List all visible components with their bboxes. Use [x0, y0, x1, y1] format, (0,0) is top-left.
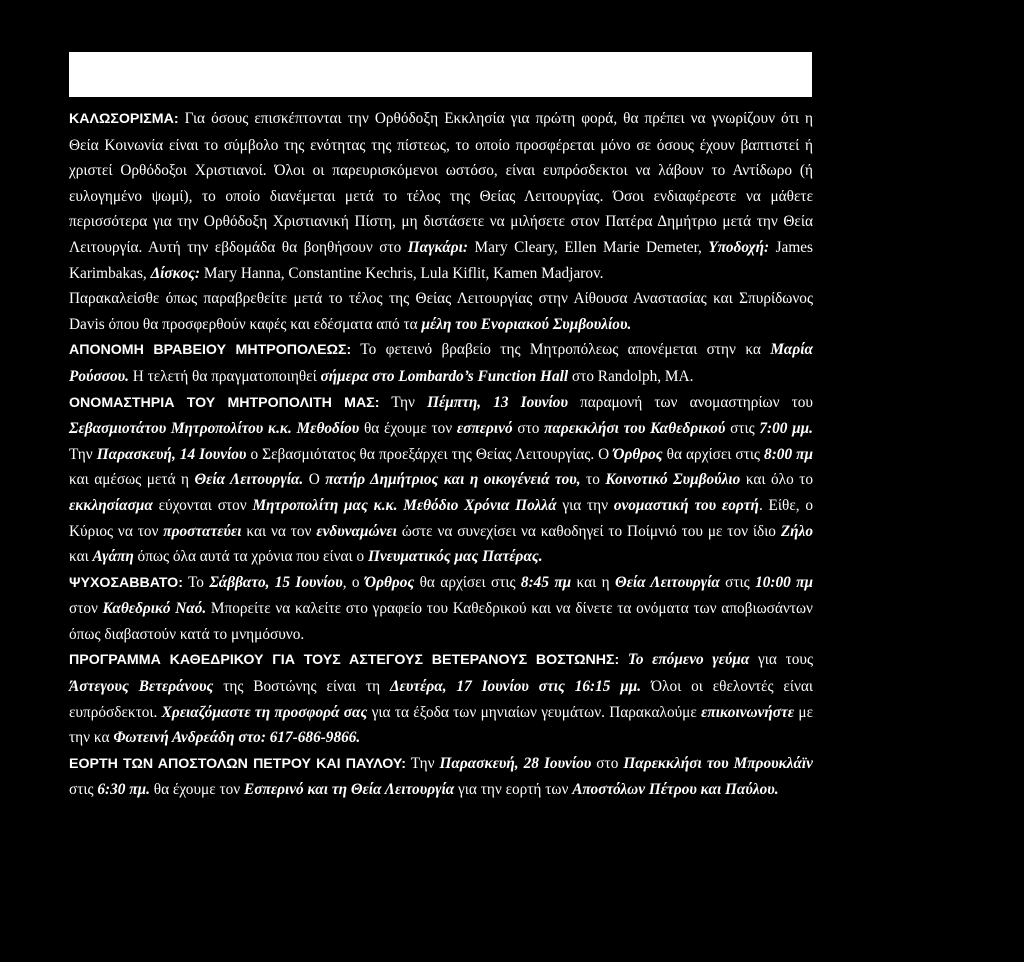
body-text: της Βοστώνης είναι τη: [213, 678, 390, 696]
body-text: Παρακαλείσθε όπως παραβρεθείτε μετά το τέλος της Θείας Λειτουργίας στην Αίθουσα Αναστασίας και Σπυρίδωνος Davis όπου θα προσφερθούν καφές και εδέσματα από τα: [69, 290, 813, 333]
emphasis-text: Μητροπολίτη μας κ.κ. Μεθόδιο Χρόνια Πολλά: [252, 496, 557, 514]
announcement-psychosavvato: [69, 570, 813, 648]
body-text: για την: [556, 496, 614, 514]
announcement-welcome: [69, 106, 813, 286]
header-banner: [69, 52, 812, 97]
body-text: θα αρχίσει στις: [414, 573, 521, 591]
body-text: Για όσους επισκέπτονται την Ορθόδοξη Εκκλησία για πρώτη φορά, θα πρέπει να γνωρίζουν ότι η Θεία Κοινωνία είναι το σύμβολο της ενότητας της πίστεως, το οποίο προσφέρεται μόνο σε όσους έχουν βαπτιστεί ή χριστεί Ορθόδοξοι Χριστιανοί. Όλοι οι παρευρισκόμενοι ωστόσο, είναι ευπρόσδεκτοι να λάβουν το Αντίδωρο (ή ευλογημένο ψωμί), το οποίο διανέμεται μετά το τέλος της Θείας Λειτουργίας. Όσοι ενδιαφέρεστε να μάθετε περισσότερα για την Ορθόδοξη Χριστιανική Πίστη, μη διστάσετε να μιλήσετε στον Πατέρα Δημήτριο μετά την Θεία Λειτουργία. Αυτή την εβδομάδα θα βοηθήσουν στο: [69, 110, 813, 256]
emphasis-text: 6:30 πμ.: [97, 781, 150, 799]
emphasis-text: Πνευματικός μας Πατέρας.: [367, 548, 543, 566]
emphasis-text: επικοινωνήστε: [701, 703, 795, 721]
body-text: Mary Cleary, Ellen Marie Demeter,: [468, 238, 709, 256]
body-text: εύχονται στον: [152, 496, 253, 514]
body-text: James Karimbakas,: [69, 238, 813, 282]
body-text: για την εορτή των: [454, 781, 573, 799]
emphasis-text: Παγκάρι:: [407, 238, 469, 256]
body-text: ώστε να συνεχίσει να καθοδηγεί το Ποίμνιό του με τον ίδιο: [396, 522, 781, 540]
emphasis-text: Πέμπτη, 13 Ιουνίου: [427, 393, 568, 411]
emphasis-text: Σάββατο, 15 Ιουνίου: [209, 573, 343, 591]
emphasis-text: Άστεγους Βετεράνους: [69, 678, 214, 696]
emphasis-text: 8:00 πμ: [764, 445, 813, 463]
emphasis-text: Αποστόλων Πέτρου και Παύλου.: [572, 781, 779, 799]
emphasis-text: Κοινοτικό Συμβούλιο: [605, 471, 741, 489]
body-text: Την: [379, 393, 428, 411]
body-text: με την κα: [69, 703, 813, 747]
body-text: και η: [571, 573, 615, 591]
announcements: [69, 106, 813, 803]
body-text: Η τελετή θα πραγματοποιηθεί: [128, 367, 321, 385]
emphasis-text: Φωτεινή Ανδρεάδη στο: 617-686-9866.: [113, 729, 361, 747]
emphasis-text: Δευτέρα, 17 Ιουνίου στις 16:15 μμ.: [389, 678, 642, 696]
announcement-heading: ΠΡΟΓΡΑΜΜΑ ΚΑΘΕΔΡΙΚΟΥ ΓΙΑ ΤΟΥΣ ΑΣΤΕΓΟΥΣ ΒΕΤΕΡΑΝΟΥΣ ΒΟΣΤΩΝΗΣ:: [69, 652, 620, 669]
announcement-heading: ΟΝΟΜΑΣΤΗΡΙΑ ΤΟΥ ΜΗΤΡΟΠΟΛΙΤΗ ΜΑΣ:: [69, 394, 380, 411]
body-text: . Είθε, ο Κύριος να τον: [69, 496, 814, 540]
body-text: Όλοι οι εθελοντές είναι ευπρόσδεκτοι.: [69, 678, 813, 721]
emphasis-text: 8:45 πμ: [520, 573, 572, 591]
emphasis-text: Θεία Λειτουργία.: [194, 471, 304, 489]
announcement-heading: ΚΑΛΩΣΟΡΙΣΜΑ:: [69, 111, 179, 127]
announcement-award: [69, 337, 813, 389]
body-text: το: [580, 471, 606, 489]
emphasis-text: Δίσκος:: [150, 264, 201, 282]
emphasis-text: Όρθρος: [364, 573, 415, 591]
body-text: Την: [406, 754, 440, 772]
emphasis-text: Το επόμενο γεύμα: [627, 651, 750, 669]
announcement-heading: ΨΥΧΟΣΑΒΒΑΤΟ:: [69, 574, 183, 591]
body-text: και να τον: [241, 522, 317, 540]
body-text: , ο: [342, 573, 365, 591]
body-text: στο: [512, 420, 545, 438]
emphasis-text: Μαρία Ρούσσου.: [69, 341, 813, 385]
body-text: για τα έξοδα των μηνιαίων γευμάτων. Παρακαλούμε: [367, 703, 702, 721]
body-text: στις: [719, 573, 756, 591]
body-text: στο: [591, 754, 624, 772]
emphasis-text: μέλη του Ενοριακού Συμβουλίου.: [421, 315, 632, 333]
announcement-nameday: [69, 390, 813, 570]
announcement-apostles: [69, 751, 813, 803]
body-text: θα έχουμε τον: [359, 420, 457, 438]
body-text: στον: [69, 600, 103, 618]
emphasis-text: Όρθρος: [613, 445, 663, 463]
emphasis-text: Θεία Λειτουργία: [614, 573, 720, 591]
announcement-fellowship: [69, 286, 813, 337]
emphasis-text: 10:00 πμ: [755, 573, 813, 591]
body-text: θα έχουμε τον: [149, 781, 245, 799]
body-text: Το φετεινό βραβείο της Μητροπόλεως απονέμεται στην κα: [351, 341, 771, 359]
announcement-heading: ΑΠΟΝΟΜΗ ΒΡΑΒΕΙΟΥ ΜΗΤΡΟΠΟΛΕΩΣ:: [69, 342, 352, 359]
body-text: Mary Hanna, Constantine Kechris, Lula Kiflit, Kamen Madjarov.: [200, 264, 604, 282]
emphasis-text: πατήρ Δημήτριος και η οικογένειά του,: [325, 471, 581, 489]
emphasis-text: Υποδοχή:: [708, 238, 770, 256]
body-text: και αμέσως μετά η: [69, 471, 195, 489]
body-text: στις: [69, 781, 98, 799]
body-text: ο Σεβασμιότατος θα προεξάρχει της Θείας Λειτουργίας. Ο: [246, 445, 614, 463]
body-text: και: [69, 548, 93, 566]
emphasis-text: Αγάπη: [92, 548, 134, 566]
emphasis-text: ενδυναμώνει: [316, 522, 397, 540]
emphasis-text: Χρειαζόμαστε τη προσφορά σας: [161, 703, 368, 721]
emphasis-text: σήμερα στο Lombardo’s Function Hall: [320, 367, 569, 385]
body-text: Το: [182, 573, 210, 591]
announcement-veterans: [69, 647, 813, 750]
emphasis-text: 7:00 μμ.: [759, 420, 813, 438]
body-text: θα αρχίσει στις: [662, 445, 765, 463]
announcement-heading: ΕΟΡΤΗ ΤΩΝ ΑΠΟΣΤΟΛΩΝ ΠΕΤΡΟΥ ΚΑΙ ΠΑΥΛΟΥ:: [69, 755, 407, 772]
body-text: [619, 651, 628, 668]
emphasis-text: Σεβασμιοτάτου Μητροπολίτου κ.κ. Μεθοδίου: [69, 420, 360, 438]
emphasis-text: προστατεύει: [163, 522, 242, 540]
emphasis-text: εκκλησίασμα: [69, 496, 153, 514]
emphasis-text: Παρασκευή, 14 Ιουνίου: [96, 445, 247, 463]
body-text: όπως όλα αυτά τα χρόνια που είναι ο: [133, 548, 368, 566]
emphasis-text: Καθεδρικό Ναό.: [102, 600, 207, 618]
emphasis-text: ονομαστική του εορτή: [613, 496, 759, 514]
emphasis-text: Ζήλο: [780, 522, 813, 540]
body-text: Μπορείτε να καλείτε στο γραφείο του Καθεδρικού και να δίνετε τα ονόματα των αποβιωσάντων όπως διαβαστούν κατά το μνημόσυνο.: [69, 600, 813, 643]
body-text: στο Randolph, MA.: [568, 367, 694, 385]
body-text: Την: [69, 445, 97, 463]
body-text: για τους: [749, 651, 814, 669]
emphasis-text: Παρασκευή, 28 Ιουνίου: [439, 754, 592, 772]
emphasis-text: Εσπερινό και τη Θεία Λειτουργία: [244, 781, 455, 799]
body-text: παραμονή των ανομαστηρίων του: [567, 393, 814, 411]
emphasis-text: Παρεκκλήσι του Μπρουκλάϊν: [623, 754, 813, 772]
emphasis-text: εσπερινό: [456, 420, 513, 438]
body-text: στις: [725, 420, 760, 438]
body-text: και όλο το: [740, 471, 814, 489]
emphasis-text: παρεκκλήσι του Καθεδρικού: [544, 420, 726, 438]
body-text: Ο: [303, 471, 326, 489]
